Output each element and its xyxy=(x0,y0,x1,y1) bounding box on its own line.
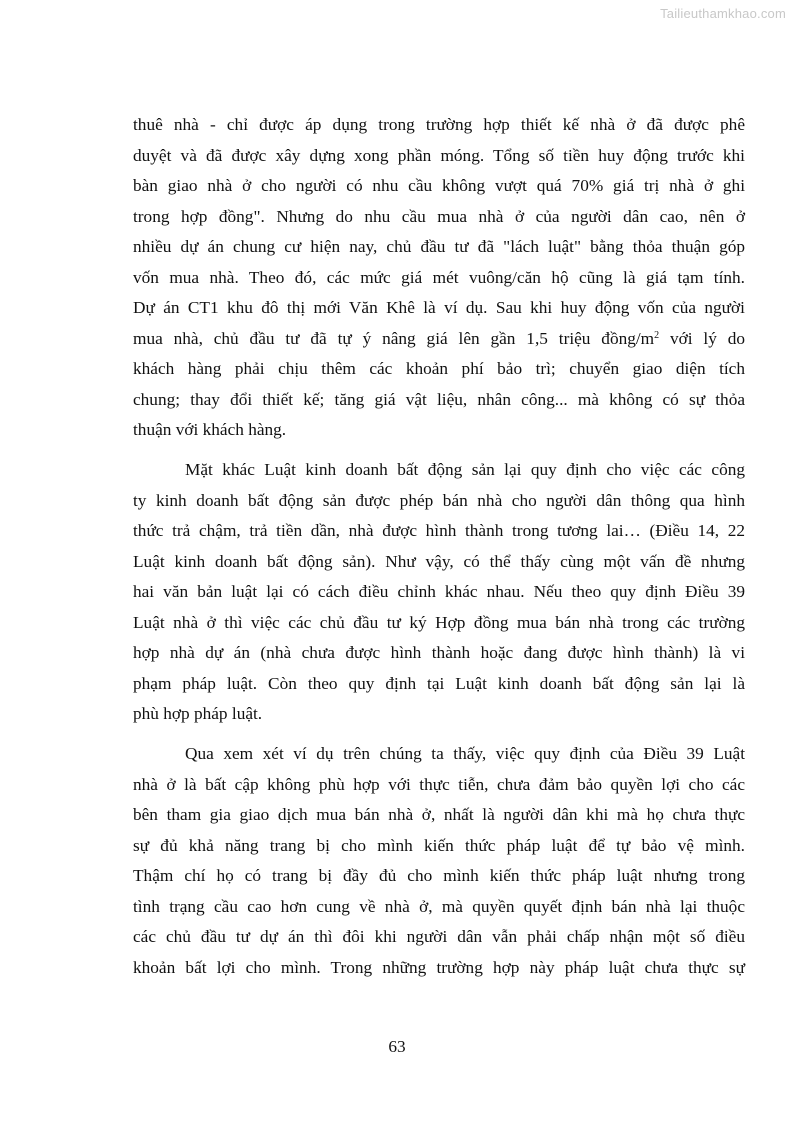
text-line: sự đủ khả năng trang bị cho mình kiến thức pháp luật để tự bảo vệ mình. xyxy=(133,835,745,855)
text-line: hai văn bản luật lại có cách điều chỉnh khác nhau. Nếu theo quy định Điều 39 xyxy=(133,582,745,601)
text-line: ty kinh doanh bất động sản được phép bán nhà cho người dân thông qua hình xyxy=(133,490,745,510)
text-line: khách hàng phải chịu thêm các khoản phí bảo trì; chuyển giao diện tích xyxy=(133,359,745,378)
text-line: trong hợp đồng". Nhưng do nhu cầu mua nhà ở của người dân cao, nên ở xyxy=(133,206,745,226)
watermark: Tailieuthamkhao.com xyxy=(660,6,786,21)
text-line: vốn mua nhà. Theo đó, các mức giá mét vuông/căn hộ cũng là giá tạm tính. xyxy=(133,267,745,287)
text-line: Luật nhà ở thì việc các chủ đầu tư ký Hợp đồng mua bán nhà trong các trường xyxy=(133,612,745,632)
text-segment: mua nhà, chủ đầu tư đã tự ý nâng giá lên gần 1,5 triệu đồng/m xyxy=(133,328,655,348)
superscript: 2 xyxy=(654,329,660,341)
paragraph-3 xyxy=(133,739,745,983)
text-line: Luật kinh doanh bất động sản). Như vậy, có thể thấy cùng một vấn đề nhưng xyxy=(133,551,745,571)
text-line: hợp nhà dự án (nhà chưa được hình thành hoặc đang được hình thành) là vi xyxy=(133,643,745,662)
text-line: nhà ở là bất cập không phù hợp với thực tiễn, chưa đảm bảo quyền lợi cho các xyxy=(133,774,745,794)
text-line: tình trạng cầu cao hơn cung về nhà ở, mà quyền quyết định bán nhà lại thuộc xyxy=(133,896,745,916)
text-line: các chủ đầu tư dự án thì đôi khi người dân vẫn phải chấp nhận một số điều xyxy=(133,927,745,946)
text-line: bên tham gia giao dịch mua bán nhà ở, nhất là người dân khi mà họ chưa thực xyxy=(133,805,745,824)
text-line-with-superscript xyxy=(133,324,745,355)
text-line: Thậm chí họ có trang bị đầy đủ cho mình kiến thức pháp luật nhưng trong xyxy=(133,866,745,885)
text-line: nhiều dự án chung cư hiện nay, chủ đầu tư đã "lách luật" bằng thỏa thuận góp xyxy=(133,237,745,256)
paragraph-1 xyxy=(133,110,745,446)
text-line: thức trả chậm, trả tiền dần, nhà được hình thành trong tương lai… (Điều 14, 22 xyxy=(133,521,745,540)
text-line: chung; thay đổi thiết kế; tăng giá vật liệu, nhân công... mà không có sự thỏa xyxy=(133,389,745,409)
text-line: khoản bất lợi cho mình. Trong những trường hợp này pháp luật chưa thực sự xyxy=(133,957,745,977)
text-line: Qua xem xét ví dụ trên chúng ta thấy, việc quy định của Điều 39 Luật xyxy=(185,744,745,763)
text-line: Dự án CT1 khu đô thị mới Văn Khê là ví dụ. Sau khi huy động vốn của người xyxy=(133,298,745,317)
text-line: phù hợp pháp luật. xyxy=(133,704,263,723)
page-number: 63 xyxy=(388,1037,406,1056)
text-line: Mặt khác Luật kinh doanh bất động sản lại quy định cho việc các công xyxy=(185,460,745,479)
text-line: thuê nhà - chỉ được áp dụng trong trường hợp thiết kế nhà ở đã được phê xyxy=(133,115,745,134)
text-line: thuận với khách hàng. xyxy=(133,420,287,439)
text-segment: với lý do xyxy=(659,328,745,348)
paragraph-2 xyxy=(133,455,745,730)
text-line: duyệt và đã được xây dựng xong phần móng. Tổng số tiền huy động trước khi xyxy=(133,145,745,165)
text-line: phạm pháp luật. Còn theo quy định tại Luật kinh doanh bất động sản lại là xyxy=(133,673,745,693)
text-line: bàn giao nhà ở cho người có nhu cầu không vượt quá 70% giá trị nhà ở ghi xyxy=(133,176,745,195)
document-body xyxy=(133,110,745,993)
